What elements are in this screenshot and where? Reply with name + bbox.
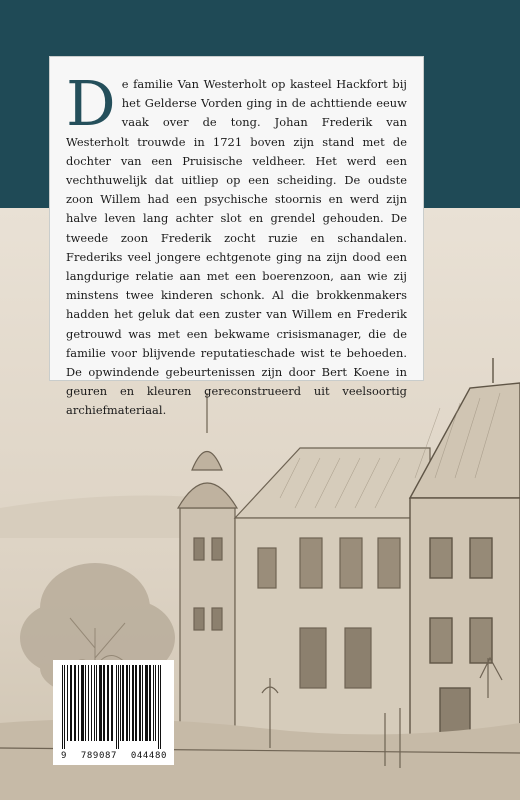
isbn-right-group: 044480 <box>130 751 167 761</box>
barcode-bar <box>126 665 128 741</box>
barcode <box>53 660 174 765</box>
barcode-bar <box>85 665 86 741</box>
barcode-bar <box>158 665 159 749</box>
barcode-bar <box>149 665 151 741</box>
barcode-bar <box>99 665 102 741</box>
barcode-bar <box>111 665 113 741</box>
barcode-bar <box>78 665 79 741</box>
drop-cap: D <box>66 67 116 140</box>
barcode-bar <box>96 665 97 741</box>
barcode-bar <box>62 665 63 749</box>
barcode-bar <box>120 665 121 741</box>
barcode-bar <box>160 665 161 749</box>
barcode-bar <box>142 665 143 741</box>
barcode-bar <box>81 665 84 741</box>
barcode-bar <box>88 665 89 741</box>
barcode-bar <box>70 665 72 741</box>
barcode-bar <box>135 665 137 741</box>
barcode-bar <box>116 665 117 749</box>
barcode-bar <box>132 665 134 741</box>
barcode-bar <box>139 665 141 741</box>
barcode-bar <box>91 665 92 741</box>
barcode-bar <box>64 665 65 749</box>
isbn-left-group: 789087 <box>80 751 118 761</box>
barcode-bar <box>155 665 156 741</box>
barcode-bar <box>129 665 130 741</box>
barcode-bar <box>94 665 95 741</box>
barcode-bar <box>103 665 105 741</box>
blurb-body: e familie Van Westerholt op kasteel Hackfort bij het Gelderse Vorden ging in de achttiende eeuw vaak over de tong. Johan Frederik van Westerholt trouwde in 1721 boven zijn stand met de dochter van een Pruisische veldheer. Het werd een vechthuwelijk dat uitliep op een scheiding. De oudste zoon Willem had een psychische stoornis en werd zijn halve leven lang achter slot en grendel gehouden. De tweede zoon Frederik zocht ruzie en schandalen. Frederiks veel jongere echtgenote ging na zijn dood een langdurige relatie aan met een boerenzoon, aan wie zij minstens twee kinderen schonk. Al die brokkenmakers hadden het geluk dat een zuster van Willem en Frederik getrouwd was met een bekwame crisismanager, die de familie voor blijvende reputatieschade wist te behoeden. De opwindende gebeurtenissen zijn door Bert Koene in geuren en kleuren gereconstrueerd uit veelsoortig archiefmateriaal. <box>66 77 407 418</box>
isbn-first-digit: 9 <box>61 751 68 761</box>
barcode-bar <box>118 665 119 749</box>
barcode-bar <box>74 665 76 741</box>
barcode-bar <box>153 665 154 741</box>
barcode-bar <box>145 665 148 741</box>
blurb-panel <box>49 56 424 418</box>
barcode-bar <box>107 665 109 741</box>
barcode-bar <box>67 665 68 741</box>
blurb-text <box>66 67 407 421</box>
barcode-bars <box>58 665 169 749</box>
isbn-number <box>61 751 167 761</box>
barcode-bar <box>122 665 124 741</box>
